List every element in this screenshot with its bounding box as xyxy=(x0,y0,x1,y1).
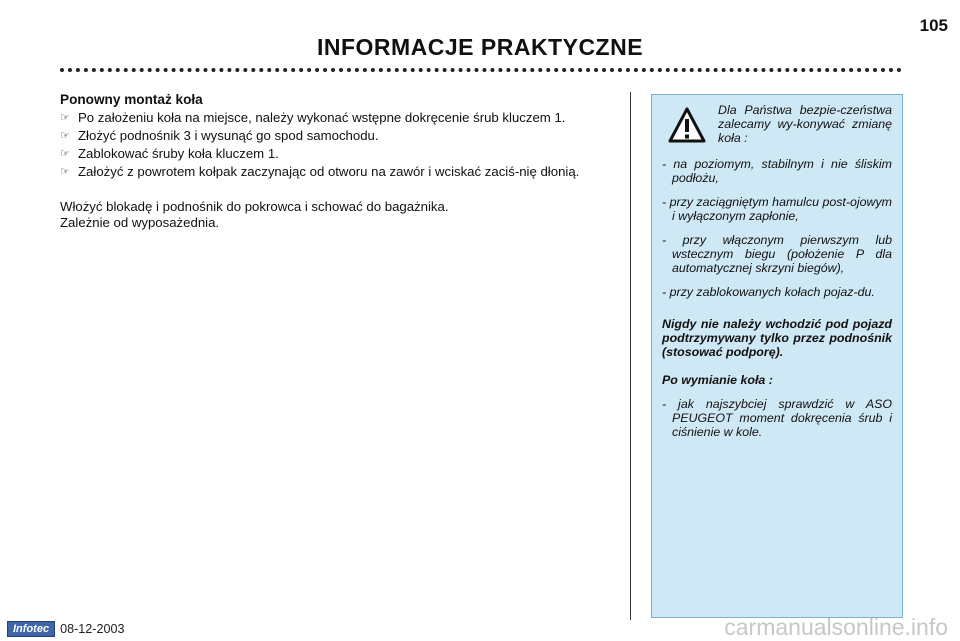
page-title: INFORMACJE PRAKTYCZNE xyxy=(316,34,644,60)
pointing-hand-icon: ☞ xyxy=(60,130,70,142)
storage-instruction: Włożyć blokadę i podnośnik do pokrowca i schować do bagażnika. xyxy=(60,199,449,214)
warning-subheading: Po wymianie koła : xyxy=(662,373,773,387)
title-divider xyxy=(60,68,902,72)
column-divider xyxy=(630,92,631,620)
equipment-note: Zależnie od wyposażednia. xyxy=(60,215,220,230)
list-item xyxy=(60,164,606,180)
warning-bullet: - przy zablokowanych kołach pojaz-du. xyxy=(662,285,875,299)
warning-bullet: - przy zaciągniętym hamulcu post-ojowym i wyłączonym zapłonie, xyxy=(662,195,892,223)
section-heading: Ponowny montaż koła xyxy=(60,92,203,107)
list-item xyxy=(60,128,606,144)
warning-strong: Nigdy nie należy wchodzić pod pojazd podtrzymywany tylko przez podnośnik (stosować podporę). xyxy=(662,317,892,359)
step-text: Założyć z powrotem kołpak zaczynając od otworu na zawór i wciskać zaciś-nię dłonią. xyxy=(78,164,580,179)
step-text: Złożyć podnośnik 3 i wysunąć go spod samochodu. xyxy=(78,128,379,143)
warning-box xyxy=(651,94,903,618)
warning-header xyxy=(662,103,892,147)
step-list xyxy=(60,110,606,180)
warning-bullet: - na poziomym, stabilnym i nie śliskim podłożu, xyxy=(662,157,892,185)
list-item xyxy=(60,110,606,126)
step-text: Zablokować śruby koła kluczem 1. xyxy=(78,146,279,161)
page-number: 105 xyxy=(919,16,948,35)
warning-bullet: - jak najszybciej sprawdzić w ASO PEUGEOT moment dokręcenia śrub i ciśnienie w kole. xyxy=(662,397,892,439)
step-text: Po założeniu koła na miejsce, należy wykonać wstępne dokręcenie śrub kluczem 1. xyxy=(78,110,566,125)
warning-intro: Dla Państwa bezpie-czeństwa zalecamy wy-konywać zmianę koła : xyxy=(718,103,892,145)
footer xyxy=(7,622,124,636)
spacer xyxy=(60,182,606,199)
list-item xyxy=(60,146,606,162)
pointing-hand-icon: ☞ xyxy=(60,112,70,124)
watermark: carmanualsonline.info xyxy=(724,614,948,640)
infotec-logo: Infotec xyxy=(7,621,55,637)
warning-bullet: - przy włączonym pierwszym lub wstecznym biegu (położenie P dla automatycznej skrzyni biegów), xyxy=(662,233,892,275)
main-column xyxy=(60,92,606,231)
footer-date: 08-12-2003 xyxy=(60,622,125,636)
warning-triangle-icon xyxy=(668,107,706,143)
pointing-hand-icon: ☞ xyxy=(60,148,70,160)
pointing-hand-icon: ☞ xyxy=(60,166,70,178)
